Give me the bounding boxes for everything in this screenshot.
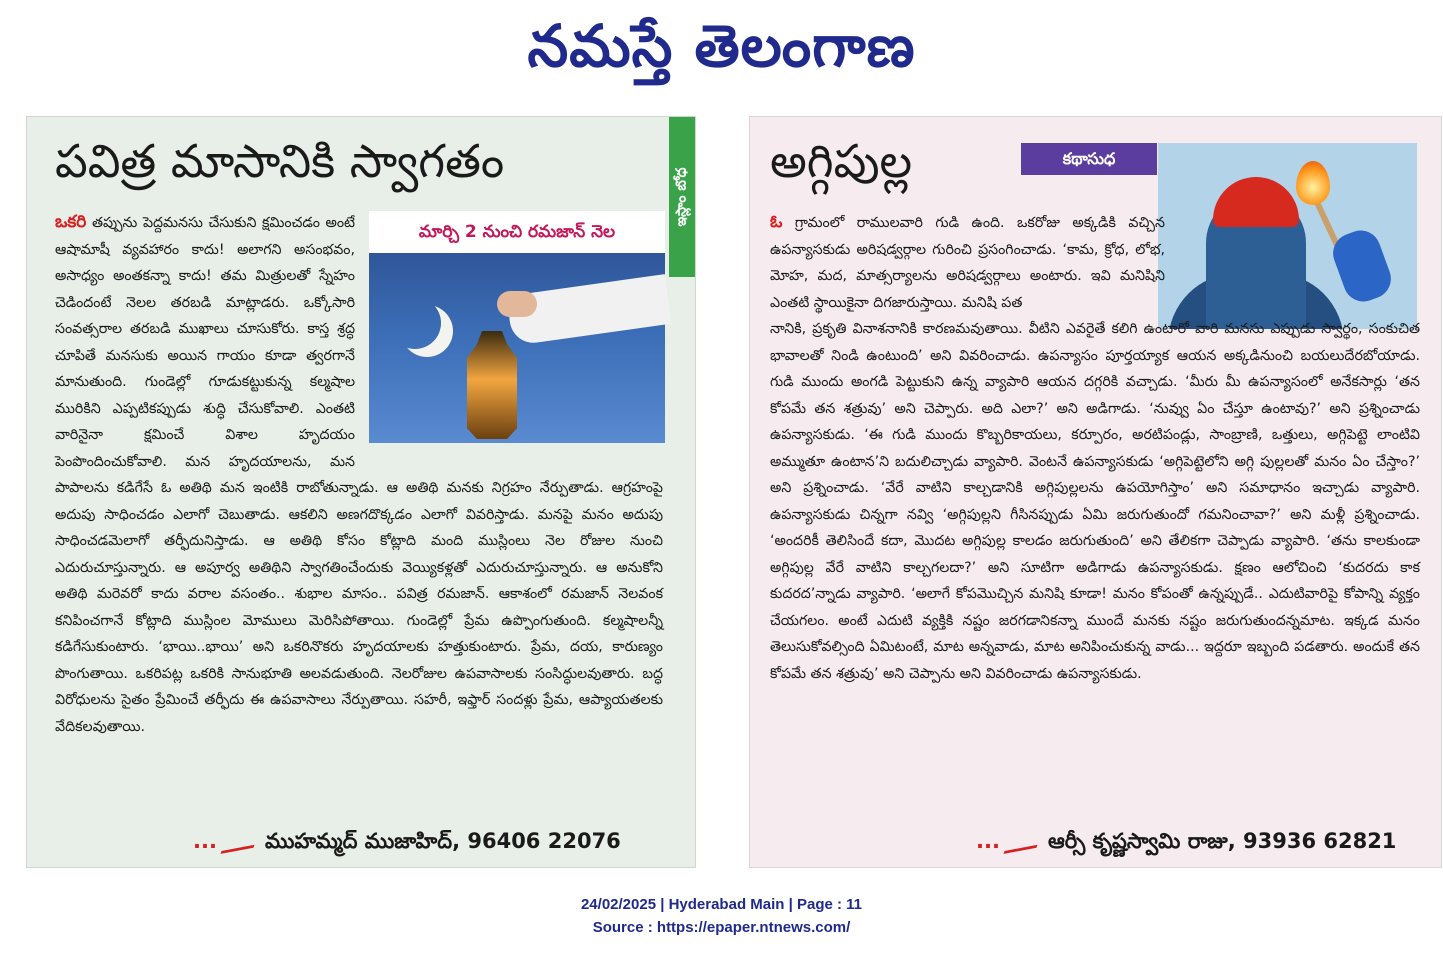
- image-caption: మార్చి 2 నుంచి రమజాన్ నెల: [369, 211, 665, 253]
- right-article: [749, 116, 1442, 868]
- right-author: ఆర్సీ కృష్ణస్వామి రాజు, 93936 62821: [1047, 829, 1397, 853]
- right-body-rest: నానికి, ప్రకృతి వినాశనానికి కారణమవుతాయి. వీటిని ఎవరైతే కలిగి ఉంటారో వారి మనసు ఎప్పుడు స్వార్థం, సంకుచిత భావాలతో నిండి ఉంటుంది’ అని వివరించాడు. ఉపన్యాసం పూర్తయ్యాక ఆయన అక్కడినుంచి బయలుదేరబోయాడు. గుడి ముందు అంగడి పెట్టుకుని ఉన్న వ్యాపారి ఆయన దగ్గరికి వచ్చాడు. ‘మీరు మీ ఉపన్యాసంలో అనేకసార్లు ‘తన కోపమే తన శత్రువు’ అని చెప్పారు. అది ఎలా?’ అని అడిగాడు. ‘నువ్వు ఏం చేస్తూ ఉంటావు?’ అని ప్రశ్నించాడు ఉపన్యాసకుడు. ‘ఈ గుడి ముందు కొబ్బరికాయలు, కర్పూరం, అరటిపండ్లు, సాంబ్రాణి, ఒత్తులు, అగ్గిపెట్టె లాంటివి అమ్ముతూ ఉంటాన’ని బదులిచ్చాడు వ్యాపారి. వెంటనే ఉపన్యాసకుడు ‘అగ్గిపెట్టెలోని అగ్గి పుల్లలతో మనం ఏం చేస్తాం?’ అని ప్రశ్నించాడు. ‘వేరే వాటిని కాల్చడానికి అగ్గిపుల్లలను ఉపయోగిస్తాం’ అని సమాధానం ఇచ్చాడు వ్యాపారి. ఉపన్యాసకుడు చిన్నగా నవ్వి ‘అగ్గిపుల్లని గీసినప్పుడు ఏమి జరుగుతుందో గమనించావా?’ అని మళ్లీ ప్రశ్నించాడు. ‘అందరికీ తెలిసిందే కదా, మొదట అగ్గిపుల్ల కాలడం జరుగుతుంది’ అని తేలికగా చెప్పాడు వ్యాపారి. ‘తను కాలకుండా అగ్గిపుల్ల వేరే వాటిని కాల్చగలదా?’ అని సూటిగా అడిగాడు ఉపన్యాసకుడు. క్షణం ఆలోచించి ‘కుదరదు కాక కుదరద’న్నాడు వ్యాపారి. ‘అలాగే కోపమొచ్చిన మనిషి కూడా! మనం కోపంతో ఉన్నప్పుడే.. ఎదుటివారిపై కోపాన్ని వ్యక్తం చేయగలం. అంటే ఎదుటి వ్యక్తికి నష్టం జరగడానికన్నా ముందే మనకు నష్టం జరుగుతుందన్నమాట. ఇక్కడ మనం తెలుసుకోవల్సింది ఏమిటంటే, మాట అన్నవాడు, మాట అనిపించుకున్న వాడు... ఇద్దరూ ఇబ్బంది పడతారు. అందుకే తన కోపమే తన శత్రువు’ అని చెప్పాను అని వివరించాడు ఉపన్యాసకుడు.: [770, 321, 1420, 682]
- right-body-intro: గ్రామంలో రాములవారి గుడి ఉంది. ఒకరోజు అక్కడికి వచ్చిన ఉపన్యాసకుడు అరిషడ్వర్గాల గురించి ప్రసంగించాడు. ‘కామ, క్రోధ, లోభ, మోహ, మద, మాత్సర్యాలను అరిషడ్వర్గాలు అంటారు. ఇవి మనిషిని ఎంతటి స్థాయికైనా దిగజారుస్తాయి. మనిషి పత: [770, 215, 1165, 311]
- section-tag: [669, 117, 696, 277]
- section-badge: కథాసుధ: [1021, 143, 1157, 175]
- left-body-text: తప్పును పెద్దమనసు చేసుకుని క్షమించడం అంటే ఆషామాషీ వ్యవహారం కాదు! అలాగని అసంభవం, అసాధ్యం అంతకన్నా కాదు! తమ మిత్రులతో స్నేహం చెడిందంటే నెలల తరబడి మాట్లాడరు. ఒక్కోసారి సంవత్సరాల తరబడి ముఖాలు చూసుకోరు. కాస్త శ్రద్ధ చూపితే మనసుకు అయిన గాయం కూడా త్వరగానే మానుతుంది. గుండెల్లో గూడుకట్టుకున్న కల్మషాల మురికిని ఎప్పటికప్పుడు శుద్ధి చేసుకోవాలి. ఎంతటి వారినైనా క్షమించే విశాల హృదయం పెంపొందించుకోవాలి. మన హృదయాలను, మన పాపాలను కడిగేసే ఓ అతిథి మన ఇంటికి రాబోతున్నాడు. ఆ అతిథి మనకు నిగ్రహం నేర్పుతాడు. ఆగ్రహంపై అదుపు సాధించడం ఎలాగో చెబుతాడు. ఆకలిని అణగదొక్కడం ఎలాగో వివరిస్తాడు. మనపై మనం అదుపు సాధించడమెలాగో తర్ఫీదునిస్తాడు. ఆ అతిథి కోసం కోట్లాది మంది ముస్లింలు నెల రోజుల నుంచి ఎదురుచూస్తున్నారు. ఆ అపూర్వ అతిథిని స్వాగతించేందుకు వెయ్యికళ్లతో ఎదురుచూస్తున్నారు. ఆ అనుకోని అతిథి మరెవరో కాదు వరాల వసంతం.. శుభాల మాసం.. పవిత్ర రమజాన్. ఆకాశంలో రమజాన్ నెలవంక కనిపించగానే కోట్లాది ముస్లింల మోములు మెరిసిపోతాయి. గుండెల్లో ప్రేమ ఉప్పొంగుతుంది. కల్మషాలన్నీ కడిగేసుకుంటారు. ‘భాయి..భాయి’ అని ఒకరినొకరు హృదయాలకు హత్తుకుంటారు. ప్రేమ, దయ, కారుణ్యం పొంగుతాయి. ఒకరిపట్ల ఒకరికి సానుభూతి అలవడుతుంది. నెలరోజుల ఉపవాసాలకు సంసిద్ధులవుతారు. బద్ధ విరోధులను సైతం ప్రేమించే తర్ఫీదు ఈ ఉపవాసాలు నేర్పుతాయి. సహరీ, ఇఫ్తార్ సందళ్లు ప్రేమ, ఆప్యాయతలకు వేదికలవుతాయి.: [55, 215, 663, 735]
- hand-graphic: [497, 291, 537, 317]
- right-body-intro-block: [770, 209, 1165, 316]
- byline-dots: ...: [976, 829, 1000, 853]
- lead-char: ఓ: [770, 212, 783, 232]
- section-tag-label: ఇస్లాం బోధ: [673, 167, 690, 227]
- footer-date: 24/02/2025 | Hyderabad Main | Page : 11: [580, 896, 863, 913]
- ramzan-image: [369, 211, 665, 443]
- pen-icon: [1003, 831, 1042, 854]
- left-author: ముహమ్మద్ ముజాహిద్, 96406 22076: [264, 829, 621, 853]
- byline-dots: ...: [193, 829, 217, 853]
- flame-icon: [1296, 161, 1330, 205]
- footer-source[interactable]: Source : https://epaper.ntnews.com/: [592, 919, 851, 936]
- right-headline: అగ్గిపుల్ల: [770, 134, 913, 188]
- right-article-body: [770, 209, 1420, 687]
- masthead-logo: నమస్తే తెలంగాణ: [527, 12, 916, 80]
- lantern-icon: [467, 331, 517, 439]
- left-headline: పవిత్ర మాసానికి స్వాగతం: [55, 134, 505, 188]
- lead-word: ఒకరి: [55, 212, 87, 232]
- left-article-body: [55, 209, 663, 740]
- left-article: [26, 116, 696, 868]
- crescent-moon-icon: [389, 297, 441, 349]
- right-byline: [976, 829, 1396, 859]
- left-byline: [193, 829, 621, 859]
- pen-icon: [220, 831, 259, 854]
